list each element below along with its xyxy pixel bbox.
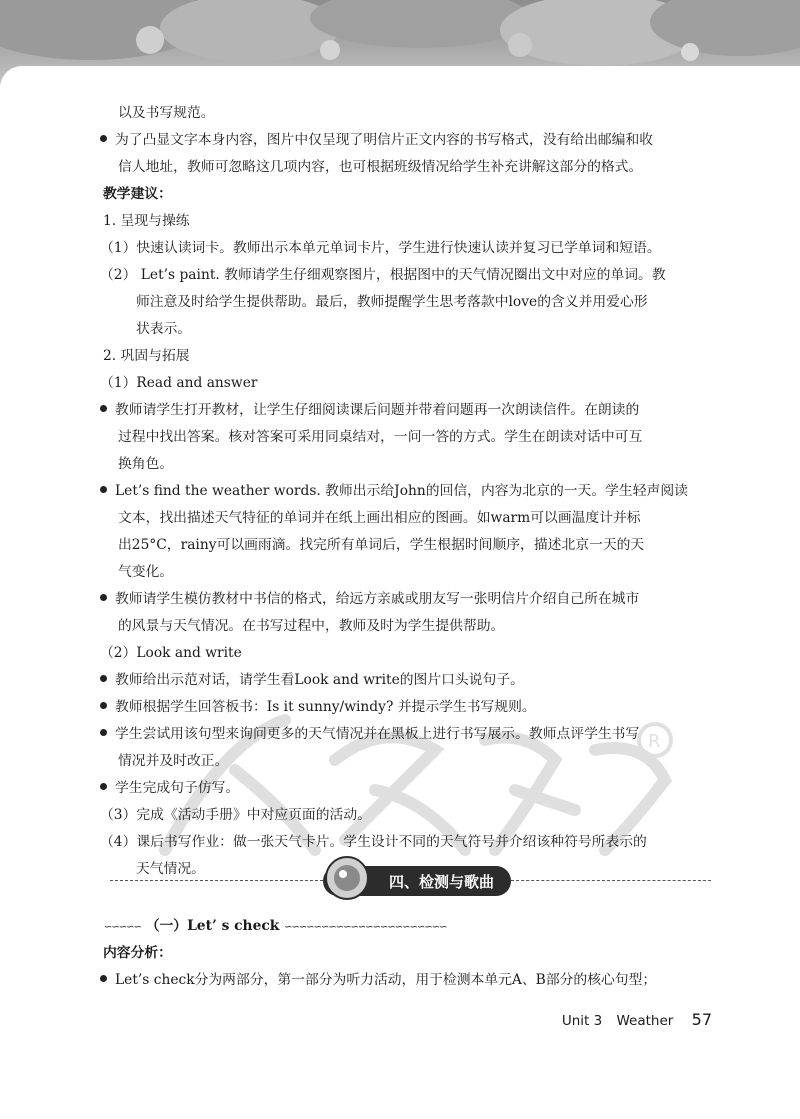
svg-text:R: R (648, 731, 661, 752)
text-line: 文本，找出描述天气特征的单词并在纸上画出相应的图画。如warm可以画温度计并标 (118, 510, 641, 526)
text-line: 过程中找出答案。核对答案可采用同桌结对，一问一答的方式。学生在朗读对话中可互 (118, 429, 643, 445)
bullet-text: 学生完成句子仿写。 (115, 780, 240, 796)
bullet-item (100, 481, 688, 501)
bullet-item (100, 400, 639, 420)
bullet-text: 教师根据学生回答板书：Is it sunny/windy? 并提示学生书写规则。 (115, 699, 536, 715)
banner-edge (0, 66, 800, 86)
bullet-icon (100, 975, 107, 982)
bullet-icon (100, 405, 107, 412)
page-number: 57 (691, 1010, 712, 1029)
footer-unit: Unit 3 (561, 1013, 603, 1029)
text-line: （2） Let’s paint. 教师请学生仔细观察图片，根据图中的天气情况圈出文中对应的单词。教 (100, 267, 666, 283)
footer-topic: Weather (616, 1013, 674, 1029)
text-line: 以及书写规范。 (118, 105, 215, 121)
bullet-item (100, 697, 536, 717)
bullet-icon (100, 783, 107, 790)
text-line: 状表示。 (136, 321, 192, 337)
bullet-item (100, 589, 639, 609)
text-line: 出25°C，rainy可以画雨滴。找完所有单词后，学生根据时间顺序，描述北京一天的天 (118, 537, 645, 553)
bullet-icon (100, 729, 107, 736)
bullet-item (100, 130, 653, 150)
text-line: （4）课后书写作业：做一张天气卡片。学生设计不同的天气符号并介绍该种符号所表示的 (100, 834, 647, 850)
text-line: （2）Look and write (100, 645, 242, 661)
text-line: 的风景与天气情况。在书写过程中，教师及时为学生提供帮助。 (118, 618, 505, 634)
section-divider-right (511, 880, 711, 881)
bullet-item (100, 670, 524, 690)
content-analysis-label: 内容分析： (103, 945, 172, 961)
text-line: 师注意及时给学生提供帮助。最后，教师提醒学生思考落款中love的含义并用爱心形 (136, 294, 648, 310)
text-line: （1）Read and answer (100, 375, 258, 391)
bullet-text: 教师请学生模仿教材中书信的格式，给远方亲戚或朋友写一张明信片介绍自己所在城市 (115, 591, 640, 607)
text-line: 信人地址，教师可忽略这几项内容，也可根据班级情况给学生补充讲解这部分的格式。 (118, 159, 643, 175)
section-divider-left (110, 880, 323, 881)
section-badge (323, 866, 511, 896)
subsection-header (104, 916, 446, 938)
section-title: 四、检测与歌曲 (389, 873, 495, 891)
bullet-item (100, 970, 656, 990)
subheading: 1. 呈现与操练 (103, 213, 190, 229)
bullet-item (100, 778, 239, 798)
page-footer (562, 1010, 712, 1029)
wavy-decoration: ∽∽∽∽∽ (104, 922, 141, 933)
text-line: 气变化。 (118, 564, 174, 580)
text-line: 天气情况。 (136, 861, 205, 877)
bullet-icon (100, 594, 107, 601)
bullet-text: Let’s find the weather words. 教师出示给John的回信，内容为北京的一天。学生轻声阅读 (115, 483, 688, 499)
heading-teaching-suggestions: 教学建议： (103, 186, 172, 202)
bullet-text: 学生尝试用该句型来询问更多的天气情况并在黑板上进行书写展示。教师点评学生书写 (115, 726, 640, 742)
speaker-mascot-icon (321, 856, 381, 900)
bullet-icon (100, 135, 107, 142)
bullet-icon (100, 702, 107, 709)
bullet-text: Let’s check分为两部分，第一部分为听力活动，用于检测本单元A、B部分的核心句型； (115, 972, 657, 988)
bullet-icon (100, 486, 107, 493)
text-line: （3）完成《活动手册》中对应页面的活动。 (100, 807, 371, 823)
bullet-text: 教师请学生打开教材，让学生仔细阅读课后问题并带着问题再一次朗读信件。在朗读的 (115, 402, 640, 418)
bullet-text: 教师给出示范对话，请学生看Look and write的图片口头说句子。 (115, 672, 524, 688)
text-line: 换角色。 (118, 456, 174, 472)
wavy-decoration: ∽∽∽∽∽∽∽∽∽∽∽∽∽∽∽∽∽∽∽∽∽∽ (284, 922, 447, 933)
bullet-text: 为了凸显文字本身内容，图片中仅呈现了明信片正文内容的书写格式，没有给出邮编和收 (115, 132, 654, 148)
bullet-icon (100, 675, 107, 682)
text-line: （1）快速认读词卡。教师出示本单元单词卡片，学生进行快速认读并复习已学单词和短语。 (100, 240, 661, 256)
header-banner (0, 0, 800, 86)
subsection-title: （一）Let’ s check (145, 918, 280, 934)
bullet-item (100, 724, 639, 744)
subheading: 2. 巩固与拓展 (103, 348, 190, 364)
text-line: 情况并及时改正。 (118, 753, 229, 769)
